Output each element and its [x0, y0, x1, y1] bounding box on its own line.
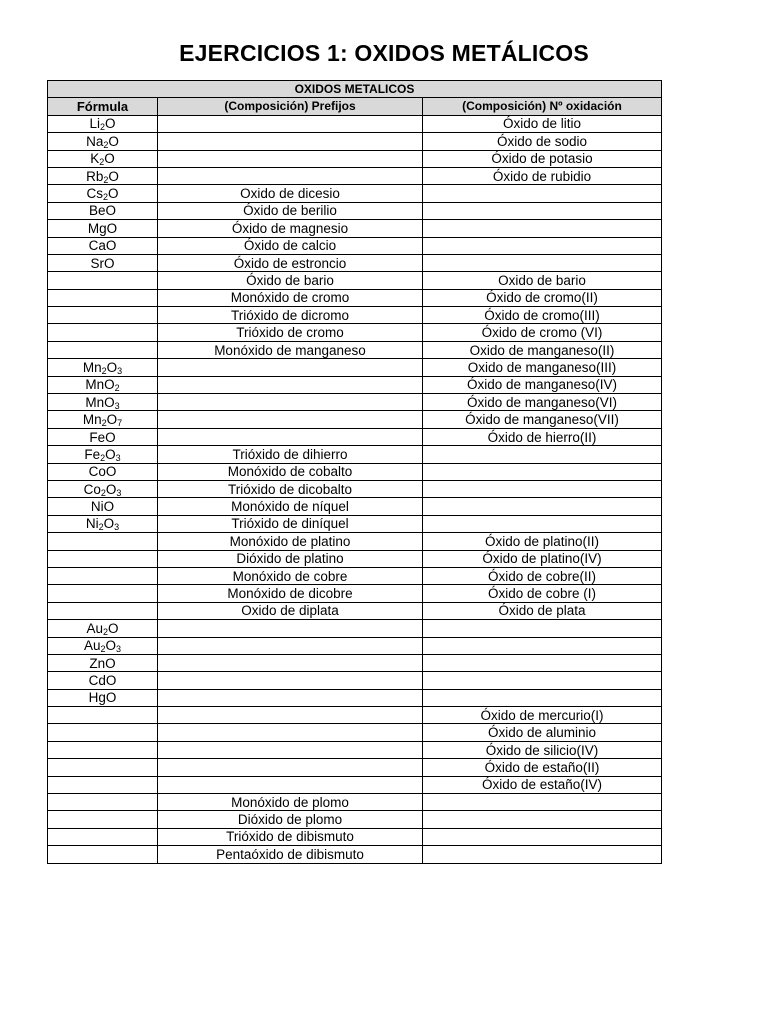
- formula-cell: [48, 707, 158, 724]
- oxidacion-cell: Óxido de aluminio: [423, 724, 662, 741]
- prefijos-cell: Óxido de estroncio: [158, 254, 423, 271]
- prefijos-cell: Trióxido de dicobalto: [158, 480, 423, 497]
- formula-cell: [48, 133, 158, 150]
- formula-subscript: 3: [116, 644, 122, 655]
- formula-cell: [48, 794, 158, 811]
- table-row: [48, 567, 662, 584]
- table-row: [48, 759, 662, 776]
- table-row: [48, 115, 662, 132]
- oxidacion-cell: Óxido de litio: [423, 115, 662, 132]
- formula-text: Au: [86, 620, 103, 636]
- oxidacion-cell: Óxido de cromo(II): [423, 289, 662, 306]
- oxidacion-cell: [423, 254, 662, 271]
- oxidacion-cell: Óxido de cromo (VI): [423, 324, 662, 341]
- table-row: [48, 167, 662, 184]
- oxidacion-cell: Oxido de manganeso(II): [423, 341, 662, 358]
- prefijos-cell: [158, 776, 423, 793]
- prefijos-cell: Dióxido de platino: [158, 550, 423, 567]
- prefijos-cell: [158, 394, 423, 411]
- oxidacion-cell: Óxido de mercurio(I): [423, 707, 662, 724]
- formula-text: Mn: [82, 412, 102, 428]
- prefijos-cell: Oxido de diplata: [158, 602, 423, 619]
- table-row: [48, 741, 662, 758]
- prefijos-cell: Dióxido de plomo: [158, 811, 423, 828]
- oxidacion-cell: Oxido de bario: [423, 272, 662, 289]
- prefijos-cell: [158, 654, 423, 671]
- table-row: [48, 463, 662, 480]
- formula-text: CdO: [88, 672, 117, 688]
- formula-text: ZnO: [89, 655, 116, 671]
- table-row: [48, 707, 662, 724]
- formula-cell: [48, 359, 158, 376]
- formula-subscript: 3: [114, 522, 120, 533]
- prefijos-cell: Óxido de calcio: [158, 237, 423, 254]
- prefijos-cell: [158, 428, 423, 445]
- table-row: [48, 533, 662, 550]
- prefijos-cell: Trióxido de diníquel: [158, 515, 423, 532]
- formula-cell: [48, 341, 158, 358]
- table-row: [48, 237, 662, 254]
- oxidacion-cell: [423, 794, 662, 811]
- formula-subscript: 2: [100, 452, 106, 463]
- formula-subscript: 2: [103, 139, 109, 150]
- table-row: [48, 428, 662, 445]
- oxidacion-cell: Oxido de manganeso(III): [423, 359, 662, 376]
- prefijos-cell: Óxido de bario: [158, 272, 423, 289]
- formula-text: FeO: [89, 429, 116, 445]
- prefijos-cell: Trióxido de dicromo: [158, 307, 423, 324]
- formula-cell: [48, 289, 158, 306]
- oxidacion-cell: Óxido de rubidio: [423, 167, 662, 184]
- formula-cell: [48, 185, 158, 202]
- formula-cell: [48, 202, 158, 219]
- table-row: [48, 515, 662, 532]
- formula-subscript: 2: [102, 626, 108, 637]
- oxidacion-cell: Óxido de sodio: [423, 133, 662, 150]
- formula-text: CaO: [88, 238, 117, 254]
- oxidacion-cell: [423, 220, 662, 237]
- formula-subscript: 2: [100, 487, 106, 498]
- formula-subscript: 3: [114, 400, 120, 411]
- formula-text: O: [108, 620, 119, 636]
- formula-cell: [48, 776, 158, 793]
- oxidacion-cell: [423, 828, 662, 845]
- formula-cell: [48, 741, 158, 758]
- formula-text: O: [105, 446, 116, 462]
- formula-text: Rb: [86, 168, 104, 184]
- oxidacion-cell: Óxido de estaño(II): [423, 759, 662, 776]
- oxidacion-cell: Óxido de plata: [423, 602, 662, 619]
- prefijos-cell: Monóxido de cobre: [158, 567, 423, 584]
- formula-cell: [48, 498, 158, 515]
- prefijos-cell: [158, 689, 423, 706]
- formula-cell: [48, 324, 158, 341]
- oxidacion-cell: [423, 202, 662, 219]
- formula-text: O: [106, 412, 118, 428]
- formula-cell: [48, 167, 158, 184]
- prefijos-cell: [158, 759, 423, 776]
- prefijos-cell: Óxido de berilio: [158, 202, 423, 219]
- table-row: [48, 202, 662, 219]
- table-row: [48, 637, 662, 654]
- table-row: [48, 185, 662, 202]
- formula-cell: [48, 463, 158, 480]
- formula-text: O: [108, 168, 119, 184]
- formula-text: MnO: [85, 377, 115, 393]
- table-row: [48, 307, 662, 324]
- oxidacion-cell: [423, 237, 662, 254]
- formula-text: O: [108, 133, 119, 149]
- oxidacion-cell: Óxido de cobre (I): [423, 585, 662, 602]
- oxides-table: [47, 80, 662, 864]
- formula-text: Na: [86, 133, 104, 149]
- table-row: [48, 846, 662, 863]
- formula-text: O: [103, 516, 115, 532]
- prefijos-cell: [158, 376, 423, 393]
- formula-text: O: [105, 481, 117, 497]
- table-row: [48, 585, 662, 602]
- formula-subscript: 3: [115, 452, 121, 463]
- formula-subscript: 2: [114, 383, 120, 394]
- formula-cell: [48, 220, 158, 237]
- formula-text: O: [106, 359, 118, 375]
- formula-text: MgO: [87, 220, 118, 236]
- formula-cell: [48, 811, 158, 828]
- header-oxidacion: (Composición) Nº oxidación: [423, 98, 662, 115]
- table-row: [48, 811, 662, 828]
- table-row: [48, 272, 662, 289]
- table-caption: OXIDOS METALICOS: [48, 81, 662, 98]
- table-row: [48, 689, 662, 706]
- formula-subscript: 3: [116, 487, 122, 498]
- prefijos-cell: Monóxido de cobalto: [158, 463, 423, 480]
- table-row: [48, 602, 662, 619]
- oxidacion-cell: [423, 620, 662, 637]
- formula-cell: [48, 307, 158, 324]
- table-row: [48, 254, 662, 271]
- formula-text: Co: [83, 481, 101, 497]
- prefijos-cell: [158, 133, 423, 150]
- prefijos-cell: [158, 707, 423, 724]
- oxidacion-cell: Óxido de hierro(II): [423, 428, 662, 445]
- prefijos-cell: Monóxido de manganeso: [158, 341, 423, 358]
- formula-text: MnO: [85, 394, 115, 410]
- oxidacion-cell: [423, 846, 662, 863]
- table-row: [48, 620, 662, 637]
- table-body: [48, 115, 662, 863]
- formula-cell: [48, 515, 158, 532]
- formula-text: K: [90, 151, 100, 167]
- formula-text: Ni: [85, 516, 99, 532]
- table-row: [48, 672, 662, 689]
- formula-subscript: 3: [117, 365, 123, 376]
- formula-cell: [48, 637, 158, 654]
- formula-cell: [48, 567, 158, 584]
- oxidacion-cell: [423, 654, 662, 671]
- prefijos-cell: [158, 724, 423, 741]
- table-row: [48, 828, 662, 845]
- prefijos-cell: Monóxido de plomo: [158, 794, 423, 811]
- formula-cell: [48, 846, 158, 863]
- formula-cell: [48, 724, 158, 741]
- oxidacion-cell: Óxido de platino(II): [423, 533, 662, 550]
- oxidacion-cell: [423, 480, 662, 497]
- prefijos-cell: [158, 150, 423, 167]
- table-row: [48, 654, 662, 671]
- prefijos-cell: Trióxido de dibismuto: [158, 828, 423, 845]
- formula-cell: [48, 411, 158, 428]
- formula-text: SrO: [90, 255, 115, 271]
- table-row: [48, 498, 662, 515]
- formula-text: Mn: [82, 359, 102, 375]
- oxidacion-cell: [423, 672, 662, 689]
- table-row: [48, 394, 662, 411]
- formula-text: HgO: [88, 690, 117, 706]
- prefijos-cell: [158, 115, 423, 132]
- table-row: [48, 446, 662, 463]
- formula-cell: [48, 689, 158, 706]
- formula-text: O: [108, 186, 119, 202]
- formula-subscript: 2: [98, 522, 104, 533]
- oxidacion-cell: [423, 811, 662, 828]
- table-row: [48, 550, 662, 567]
- formula-cell: [48, 480, 158, 497]
- formula-cell: [48, 654, 158, 671]
- formula-text: O: [104, 151, 115, 167]
- prefijos-cell: [158, 672, 423, 689]
- oxidacion-cell: Óxido de estaño(IV): [423, 776, 662, 793]
- formula-cell: [48, 672, 158, 689]
- oxidacion-cell: Óxido de manganeso(VI): [423, 394, 662, 411]
- formula-cell: [48, 602, 158, 619]
- table-row: [48, 150, 662, 167]
- table-row: [48, 359, 662, 376]
- formula-cell: [48, 150, 158, 167]
- page-title: EJERCICIOS 1: OXIDOS METÁLICOS: [179, 40, 589, 66]
- oxidacion-cell: Óxido de manganeso(IV): [423, 376, 662, 393]
- formula-cell: [48, 759, 158, 776]
- prefijos-cell: Monóxido de cromo: [158, 289, 423, 306]
- formula-text: CoO: [88, 464, 117, 480]
- table-row: [48, 794, 662, 811]
- table-row: [48, 480, 662, 497]
- oxidacion-cell: Óxido de cobre(II): [423, 567, 662, 584]
- formula-cell: [48, 828, 158, 845]
- oxidacion-cell: [423, 689, 662, 706]
- formula-text: BeO: [88, 203, 116, 219]
- formula-text: O: [105, 116, 116, 132]
- prefijos-cell: Óxido de magnesio: [158, 220, 423, 237]
- formula-text: Cs: [86, 186, 103, 202]
- prefijos-cell: Trióxido de dihierro: [158, 446, 423, 463]
- table-row: [48, 724, 662, 741]
- oxidacion-cell: [423, 498, 662, 515]
- formula-cell: [48, 585, 158, 602]
- oxidacion-cell: Óxido de silicio(IV): [423, 741, 662, 758]
- formula-subscript: 2: [101, 418, 107, 429]
- prefijos-cell: Oxido de dicesio: [158, 185, 423, 202]
- prefijos-cell: Monóxido de níquel: [158, 498, 423, 515]
- formula-subscript: 2: [101, 365, 107, 376]
- header-prefijos: (Composición) Prefijos: [158, 98, 423, 115]
- table-row: [48, 133, 662, 150]
- formula-subscript: 2: [102, 192, 108, 203]
- prefijos-cell: Trióxido de cromo: [158, 324, 423, 341]
- formula-subscript: 7: [117, 418, 123, 429]
- table-row: [48, 411, 662, 428]
- formula-cell: [48, 533, 158, 550]
- formula-cell: [48, 376, 158, 393]
- formula-text: O: [105, 638, 117, 654]
- prefijos-cell: Pentaóxido de dibismuto: [158, 846, 423, 863]
- formula-cell: [48, 428, 158, 445]
- formula-cell: [48, 237, 158, 254]
- prefijos-cell: [158, 167, 423, 184]
- prefijos-cell: Monóxido de platino: [158, 533, 423, 550]
- formula-cell: [48, 254, 158, 271]
- formula-cell: [48, 620, 158, 637]
- oxidacion-cell: Óxido de platino(IV): [423, 550, 662, 567]
- formula-text: Au: [83, 638, 101, 654]
- prefijos-cell: Monóxido de dicobre: [158, 585, 423, 602]
- table-row: [48, 376, 662, 393]
- formula-subscript: 2: [99, 122, 105, 133]
- table-row: [48, 776, 662, 793]
- formula-cell: [48, 394, 158, 411]
- formula-cell: [48, 115, 158, 132]
- formula-cell: [48, 446, 158, 463]
- prefijos-cell: [158, 741, 423, 758]
- oxidacion-cell: [423, 185, 662, 202]
- table-row: [48, 289, 662, 306]
- oxidacion-cell: [423, 637, 662, 654]
- formula-subscript: 2: [103, 174, 109, 185]
- formula-text: Li: [89, 116, 100, 132]
- formula-cell: [48, 272, 158, 289]
- oxidacion-cell: [423, 463, 662, 480]
- oxidacion-cell: [423, 446, 662, 463]
- prefijos-cell: [158, 620, 423, 637]
- prefijos-cell: [158, 359, 423, 376]
- prefijos-cell: [158, 637, 423, 654]
- formula-text: Fe: [84, 446, 101, 462]
- header-formula: Fórmula: [48, 98, 158, 115]
- oxidacion-cell: [423, 515, 662, 532]
- table-row: [48, 220, 662, 237]
- formula-cell: [48, 550, 158, 567]
- formula-subscript: 2: [99, 157, 105, 168]
- oxidacion-cell: Óxido de potasio: [423, 150, 662, 167]
- oxidacion-cell: Óxido de manganeso(VII): [423, 411, 662, 428]
- prefijos-cell: [158, 411, 423, 428]
- formula-text: NiO: [90, 499, 115, 515]
- table-row: [48, 324, 662, 341]
- formula-subscript: 2: [100, 644, 106, 655]
- oxidacion-cell: Óxido de cromo(III): [423, 307, 662, 324]
- table-row: [48, 341, 662, 358]
